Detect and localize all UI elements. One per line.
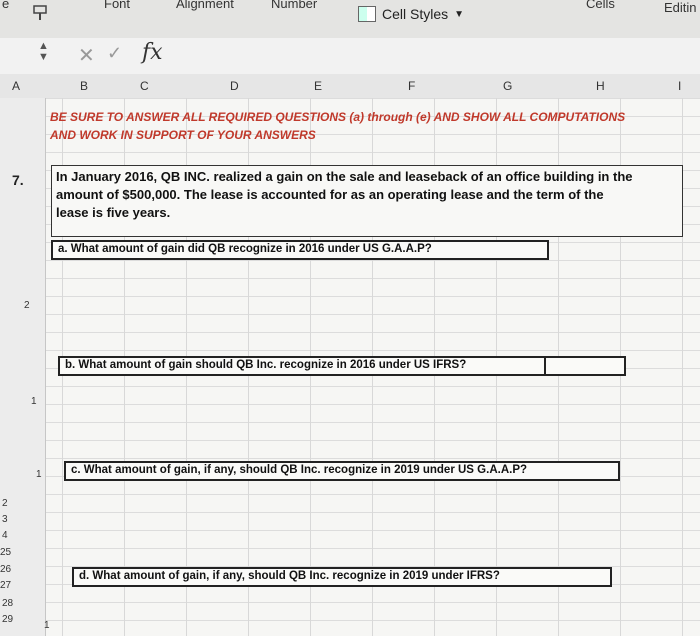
- question-b-answer-cell[interactable]: [544, 356, 546, 376]
- column-header-c[interactable]: C: [140, 79, 149, 93]
- instructions-line-1: BE SURE TO ANSWER ALL REQUIRED QUESTIONS (a) through (e) AND SHOW ALL COMPUTATIONS: [50, 110, 626, 124]
- problem-line-1: In January 2016, QB INC. realized a gain on the sale and leaseback of an office building in the: [56, 169, 633, 184]
- row-header[interactable]: 25: [0, 547, 12, 558]
- instructions-heading: [50, 108, 625, 144]
- chevron-down-icon: ▼: [454, 8, 465, 20]
- ribbon-group-cells[interactable]: Cells: [586, 0, 615, 11]
- instructions-line-2: AND WORK IN SUPPORT OF YOUR ANSWERS: [50, 128, 316, 142]
- question-c-box[interactable]: [64, 461, 620, 481]
- row-header[interactable]: 2: [2, 498, 8, 509]
- ribbon-left-edge: e: [2, 0, 10, 11]
- answer-a-value[interactable]: 2: [24, 300, 30, 311]
- cell-styles-label: Cell Styles: [382, 6, 449, 22]
- row-header[interactable]: 28: [2, 598, 14, 609]
- row-header[interactable]: 4: [2, 530, 8, 541]
- question-c-label: c. What amount of gain, if any, should QB Inc. recognize in 2019 under US G.A.A.P?: [71, 464, 528, 476]
- question-a-box[interactable]: [51, 240, 549, 260]
- enter-check-icon[interactable]: ✓: [107, 43, 123, 63]
- column-header-b[interactable]: B: [80, 79, 89, 93]
- problem-statement-box[interactable]: [51, 165, 683, 237]
- answer-c-value[interactable]: 1: [36, 469, 42, 480]
- format-painter-icon[interactable]: [30, 4, 50, 22]
- cell-styles-button[interactable]: [358, 6, 464, 22]
- ribbon-group-alignment[interactable]: Alignment: [176, 0, 234, 11]
- cell-styles-icon: [358, 6, 376, 22]
- ribbon: [0, 0, 700, 39]
- column-header-h[interactable]: H: [596, 79, 605, 93]
- formula-bar: [0, 38, 700, 75]
- column-header-e[interactable]: E: [314, 79, 323, 93]
- question-d-box[interactable]: [72, 567, 612, 587]
- question-b-label: b. What amount of gain should QB Inc. recognize in 2016 under US IFRS?: [65, 359, 467, 371]
- row-header[interactable]: 3: [2, 514, 8, 525]
- ribbon-group-number[interactable]: Number: [271, 0, 318, 11]
- ribbon-group-editing[interactable]: Editin: [664, 0, 697, 15]
- name-box-stepper-icon[interactable]: ▲ ▼: [38, 40, 49, 63]
- cancel-icon[interactable]: ✕: [78, 45, 95, 67]
- problem-line-3: lease is five years.: [56, 205, 171, 220]
- problem-line-2: amount of $500,000. The lease is accounted for as an operating lease and the term of the: [56, 187, 604, 202]
- insert-function-icon[interactable]: fx: [142, 40, 163, 65]
- column-header-f[interactable]: F: [408, 79, 416, 93]
- answer-d-value[interactable]: 1: [44, 620, 50, 631]
- column-header-a[interactable]: A: [12, 79, 21, 93]
- row-header[interactable]: 26: [0, 564, 12, 575]
- column-headers: [0, 74, 700, 99]
- row-header[interactable]: 29: [2, 614, 14, 625]
- column-header-g[interactable]: G: [503, 79, 513, 93]
- question-d-label: d. What amount of gain, if any, should QB Inc. recognize in 2019 under IFRS?: [79, 570, 500, 582]
- answer-b-value[interactable]: 1: [31, 396, 37, 407]
- row-header[interactable]: 27: [0, 580, 12, 591]
- question-a-label: a. What amount of gain did QB recognize in 2016 under US G.A.A.P?: [58, 243, 432, 255]
- column-header-i[interactable]: I: [678, 79, 682, 93]
- question-number: 7.: [12, 172, 24, 188]
- question-b-box[interactable]: [58, 356, 626, 376]
- column-header-d[interactable]: D: [230, 79, 239, 93]
- ribbon-group-font[interactable]: Font: [104, 0, 131, 11]
